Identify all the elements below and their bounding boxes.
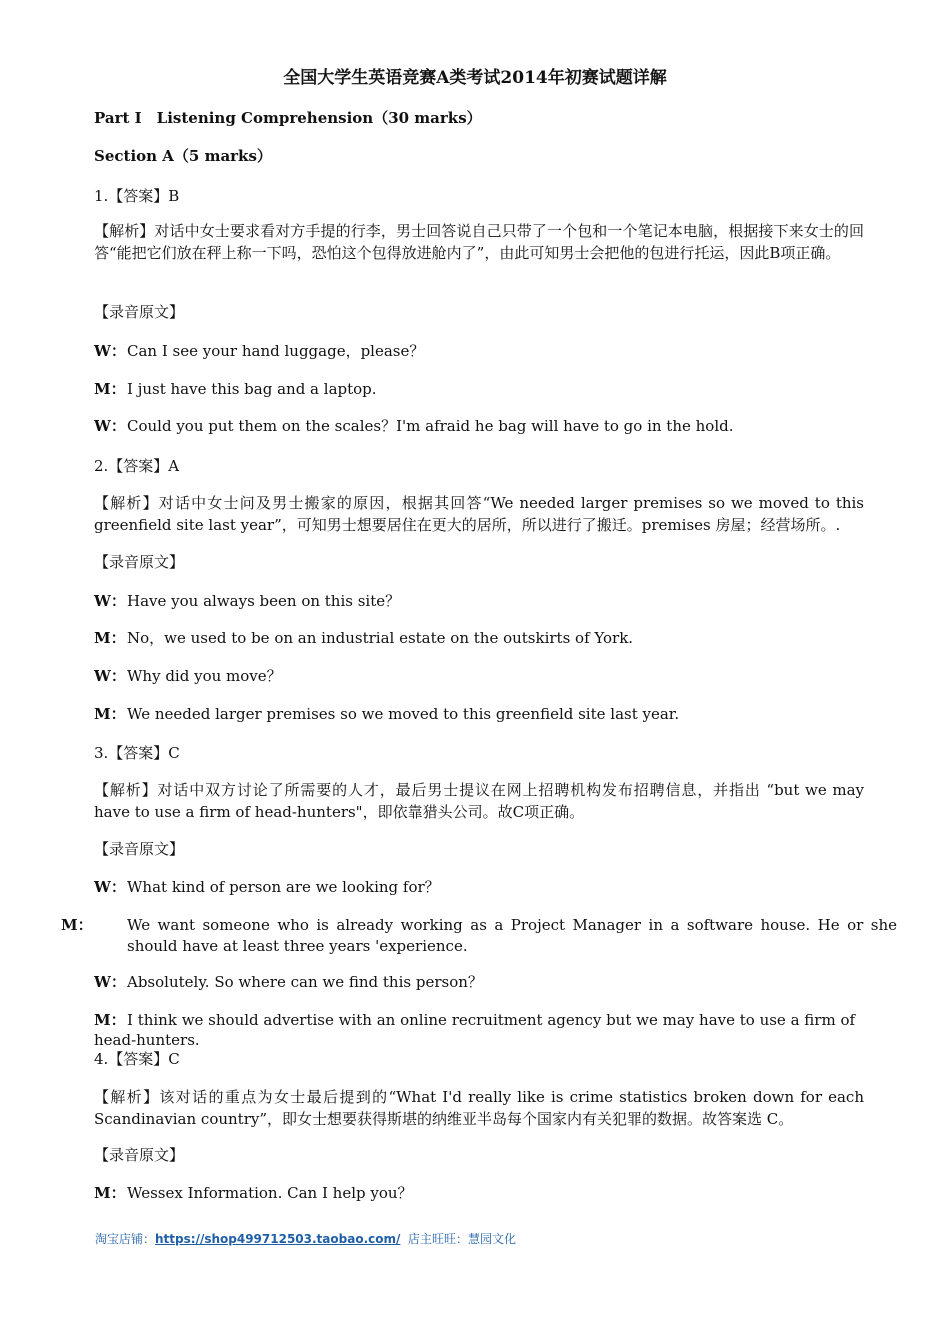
recording-label-3: 【录音原文】 — [94, 840, 185, 858]
speaker: M： — [94, 1011, 126, 1029]
recording-label-2: 【录音原文】 — [94, 553, 185, 571]
speaker: W： — [94, 592, 126, 610]
answer-2: 2.【答案】A — [94, 457, 180, 475]
dialogue-text: What kind of person are we looking for？ — [127, 878, 440, 896]
dialogue-line — [94, 628, 864, 648]
dialogue-line — [94, 341, 864, 361]
speaker: M： — [94, 1184, 126, 1202]
answer-4: 4.【答案】C — [94, 1050, 180, 1068]
analysis-2: 【解析】对话中女士问及男士搬家的原因，根据其回答“We needed larger premises so we moved to this greenfield site last year”，可知男士想要居住在更大的居所，所以进行了搬迁。premises 房屋；经营场所。. — [94, 494, 864, 534]
speaker: W： — [94, 667, 126, 685]
shop-link[interactable]: https://shop499712503.taobao.com/ — [155, 1232, 401, 1246]
speaker: W： — [94, 342, 126, 360]
analysis-1: 【解析】对话中女士要求看对方手提的行李，男士回答说自己只带了一个包和一个笔记本电脑，根据接下来女士的回答“能把它们放在秤上称一下吗，恐怕这个包得放进舱内了”，由此可知男士会把他的包进行托运，因此B项正确。 — [94, 222, 864, 262]
shop-label: 淘宝店铺： — [95, 1232, 156, 1246]
speaker: M： — [94, 380, 126, 398]
dialogue-text: We needed larger premises so we moved to this greenfield site last year. — [127, 705, 680, 723]
speaker: W： — [94, 417, 126, 435]
dialogue-line — [61, 915, 897, 957]
recording-label-1: 【录音原文】 — [94, 303, 185, 321]
answer-1: 1.【答案】B — [94, 187, 180, 205]
dialogue-text: Absolutely. So where can we find this person？ — [127, 973, 483, 991]
speaker: W： — [94, 878, 126, 896]
dialogue-text: Can I see your hand luggage，please？ — [127, 342, 425, 360]
part-heading: Part I Listening Comprehension（30 marks） — [94, 109, 482, 127]
dialogue-line — [94, 1183, 864, 1203]
dialogue-text: Wessex Information. Can I help you？ — [127, 1184, 413, 1202]
dialogue-text: Have you always been on this site？ — [127, 592, 401, 610]
speaker: M： — [94, 705, 126, 723]
dialogue-text: Could you put them on the scales？I'm afraid he bag will have to go in the hold. — [127, 417, 734, 435]
owner-label: 店主旺旺：慧园文化 — [408, 1232, 517, 1246]
dialogue-line — [94, 666, 864, 686]
dialogue-text: No，we used to be on an industrial estate on the outskirts of York. — [127, 629, 634, 647]
page-footer — [95, 1230, 516, 1247]
dialogue-text: I think we should advertise with an online recruitment agency but we may have to use a firm of head-hunters. — [94, 1011, 856, 1049]
speaker: W： — [94, 973, 126, 991]
dialogue-text: We want someone who is already working as a Project Manager in a software house. He or she should have at least three years 'experience. — [127, 916, 897, 955]
section-heading: Section A（5 marks） — [94, 147, 272, 165]
analysis-3: 【解析】对话中双方讨论了所需要的人才，最后男士提议在网上招聘机构发布招聘信息，并指出 “but we may have to use a firm of head-hunters"，即依靠猎头公司。故C项正确。 — [94, 781, 864, 821]
dialogue-line — [94, 416, 864, 436]
speaker: M： — [94, 629, 126, 647]
dialogue-line — [94, 877, 864, 897]
analysis-4: 【解析】该对话的重点为女士最后提到的“What I'd really like is crime statistics broken down for each Scandinavian country”，即女士想要获得斯堪的纳维亚半岛每个国家内有关犯罪的数据。故答案选 C。 — [94, 1088, 864, 1128]
dialogue-text: Why did you move？ — [127, 667, 282, 685]
answer-3: 3.【答案】C — [94, 744, 180, 762]
speaker: M： — [61, 916, 93, 934]
dialogue-line — [94, 704, 864, 724]
dialogue-text: I just have this bag and a laptop. — [127, 380, 377, 398]
recording-label-4: 【录音原文】 — [94, 1146, 185, 1164]
dialogue-line — [94, 591, 864, 611]
dialogue-line — [94, 972, 864, 992]
dialogue-line — [94, 1010, 864, 1050]
document-title: 全国大学生英语竞赛A类考试2014年初赛试题详解 — [283, 68, 667, 88]
dialogue-line — [94, 379, 864, 399]
